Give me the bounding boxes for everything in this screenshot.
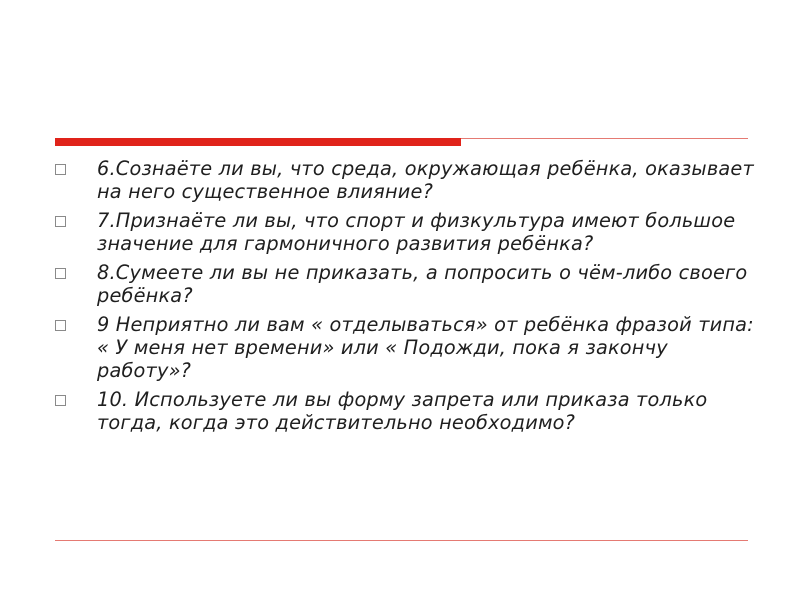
square-bullet-icon: [55, 320, 66, 331]
square-bullet-icon: [55, 164, 66, 175]
list-item: [55, 157, 755, 203]
top-accent-rule: [55, 138, 748, 146]
top-accent-line: [461, 138, 748, 139]
question-text: 7.Признаёте ли вы, что спорт и физкультура имеют большое значение для гармоничного развития ребёнка?: [97, 209, 736, 255]
square-bullet-icon: [55, 268, 66, 279]
list-item: [55, 313, 755, 382]
bottom-accent-line: [55, 540, 748, 541]
question-list: [55, 157, 755, 440]
square-bullet-icon: [55, 216, 66, 227]
list-item: [55, 388, 755, 434]
question-text: 9 Неприятно ли вам « отделываться» от ребёнка фразой типа: « У меня нет времени» или « Подожди, пока я закончу работу»?: [97, 313, 754, 382]
list-item: [55, 261, 755, 307]
top-accent-bar: [55, 138, 461, 146]
question-text: 10. Используете ли вы форму запрета или приказа только тогда, когда это действительно необходимо?: [97, 388, 708, 434]
question-text: 8.Сумеете ли вы не приказать, а попросить о чём-либо своего ребёнка?: [97, 261, 748, 307]
list-item: [55, 209, 755, 255]
question-text: 6.Сознаёте ли вы, что среда, окружающая ребёнка, оказывает на него существенное влияние?: [97, 157, 754, 203]
square-bullet-icon: [55, 395, 66, 406]
